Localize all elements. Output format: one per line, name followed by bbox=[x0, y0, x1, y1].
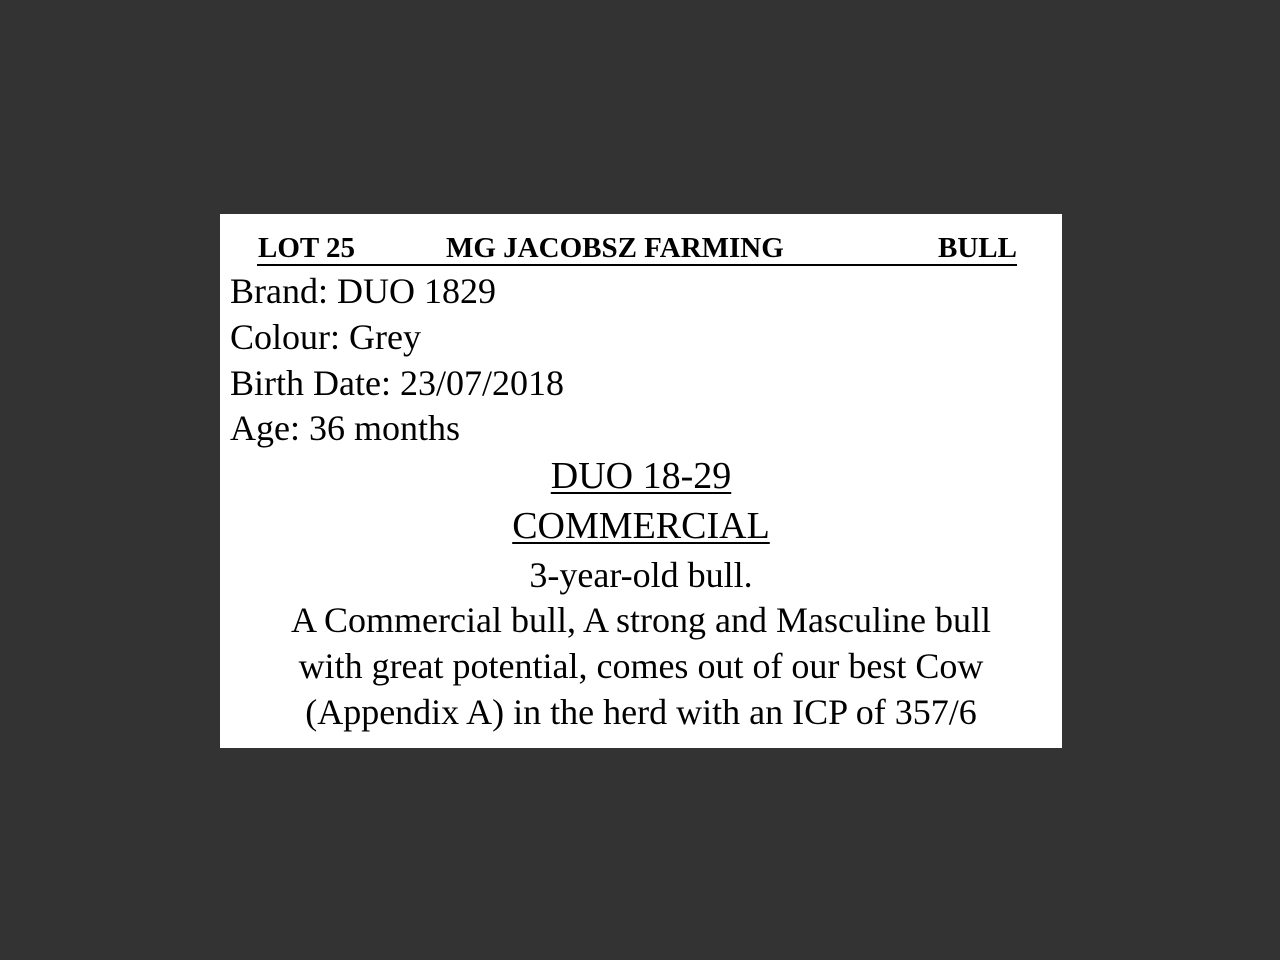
animal-id: DUO 18-29 bbox=[550, 455, 732, 497]
animal-summary: 3-year-old bull. bbox=[529, 555, 753, 595]
lot-header bbox=[257, 230, 1017, 266]
animal-category: COMMERCIAL bbox=[512, 505, 770, 547]
description-line-1: A Commercial bull, A strong and Masculine bull bbox=[291, 600, 991, 640]
animal-category-line bbox=[220, 504, 1062, 548]
lot-number: LOT 25 bbox=[258, 232, 355, 264]
age-field: Age: 36 months bbox=[230, 408, 460, 448]
birth-date-field: Birth Date: 23/07/2018 bbox=[230, 363, 564, 403]
colour-field: Colour: Grey bbox=[230, 317, 421, 357]
animal-type: BULL bbox=[938, 232, 1017, 264]
description-line-3: (Appendix A) in the herd with an ICP of 357/6 bbox=[305, 692, 977, 732]
description-line-2: with great potential, comes out of our best Cow bbox=[298, 646, 984, 686]
farm-name: MG JACOBSZ FARMING bbox=[446, 232, 784, 264]
lot-card bbox=[220, 214, 1062, 748]
animal-id-line bbox=[220, 454, 1062, 498]
animal-description bbox=[220, 597, 1062, 735]
brand-field: Brand: DUO 1829 bbox=[230, 271, 496, 311]
